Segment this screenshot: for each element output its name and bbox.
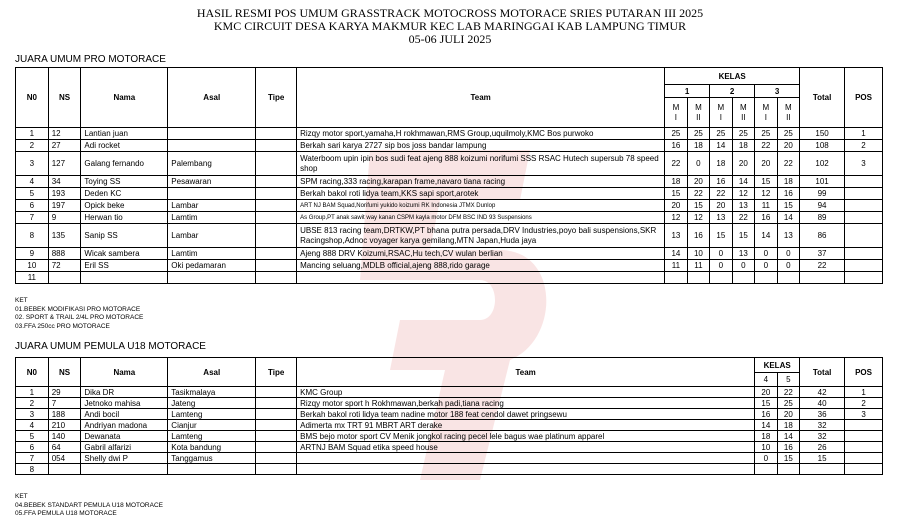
cell-total: 99 [800,188,845,200]
cell-tipe [256,387,297,398]
cell-tipe [256,464,297,475]
cell-ns: 140 [48,431,81,442]
cell-team: BMS bejo motor sport CV Menik jongkol racing pecel lele bagus wae platinum apparel [297,431,755,442]
cell-score: 16 [687,224,709,248]
cell-nama: Dewanata [81,431,168,442]
cell-nama [81,464,168,475]
cell-ns: 193 [48,188,81,200]
cell-score: 11 [755,200,777,212]
cell-pos [845,188,883,200]
cell-pos [845,212,883,224]
cell-score: 18 [777,420,799,431]
cell-total: 101 [800,176,845,188]
cell-ns: 135 [48,224,81,248]
cell-no: 1 [16,128,49,140]
kelas-sub: M II [777,98,799,128]
cell-pos [845,176,883,188]
cell-score: 25 [777,398,799,409]
cell-nama [81,272,168,284]
col-kelas: KELAS [755,358,800,373]
cell-score: 25 [755,128,777,140]
cell-score: 25 [710,128,732,140]
ket-line: 02. SPORT & TRAIL 2/4L PRO MOTORACE [15,314,144,321]
cell-asal: Tasikmalaya [168,387,256,398]
cell-no: 3 [16,409,49,420]
cell-score: 20 [777,409,799,420]
col-pos: POS [845,68,883,128]
cell-score: 16 [755,212,777,224]
cell-tipe [256,260,297,272]
cell-total: 86 [800,224,845,248]
cell-no: 5 [16,431,49,442]
cell-tipe [256,248,297,260]
cell-tipe [256,188,297,200]
cell-score [777,464,799,475]
cell-no: 3 [16,152,49,176]
cell-team: Ajeng 888 DRV Koizumi,RSAC,Hu tech,CV wulan berlian [297,248,665,260]
cell-pos [845,260,883,272]
ket-line: 04.BEBEK STANDART PEMULA U18 MOTORACE [15,501,163,509]
cell-score: 14 [777,431,799,442]
cell-team: UBSE 813 racing team,DRTKW,PT bhana putra persada,DRV Industries,poyo bali suspensions,SKR Racingshop,Adnoc voyager karya gemilang,MTN Japan,Huda jaya [297,224,665,248]
cell-no: 11 [16,272,49,284]
cell-tipe [256,128,297,140]
cell-score: 25 [777,128,799,140]
cell-asal [168,188,256,200]
table-row [16,431,883,442]
cell-score: 14 [777,212,799,224]
cell-total: 108 [800,140,845,152]
cell-score: 12 [732,188,754,200]
cell-tipe [256,453,297,464]
cell-no: 2 [16,140,49,152]
cell-asal: Lamtim [168,248,256,260]
cell-ns: 888 [48,248,81,260]
cell-score: 15 [755,176,777,188]
col-team: Team [297,358,755,387]
cell-tipe [256,140,297,152]
cell-score [710,272,732,284]
cell-ns: 9 [48,212,81,224]
cell-nama: Lantian juan [81,128,168,140]
cell-score: 18 [665,176,687,188]
cell-asal: Lamteng [168,409,256,420]
cell-team [297,272,665,284]
cell-ns: 27 [48,140,81,152]
cell-nama: Jetnoko mahisa [81,398,168,409]
cell-score: 25 [732,128,754,140]
table-row [16,140,883,152]
cell-score: 0 [777,248,799,260]
cell-team: Adimerta mx TRT 91 MBRT ART derake [297,420,755,431]
col-no: N0 [16,68,49,128]
cell-no: 10 [16,260,49,272]
kelas-sub: M II [687,98,709,128]
cell-ns: 054 [48,453,81,464]
cell-score: 15 [665,188,687,200]
cell-score: 22 [777,152,799,176]
pro-section-title: JUARA UMUM PRO MOTORACE [15,54,166,65]
cell-tipe [256,176,297,188]
cell-no: 4 [16,176,49,188]
ket-line: 01.BEBEK MODIFIKASI PRO MOTORACE [15,305,141,313]
cell-score: 14 [710,140,732,152]
cell-asal [168,140,256,152]
cell-score: 22 [777,387,799,398]
cell-total: 102 [800,152,845,176]
cell-team: Berkah bakol roti lidya team nadine motor 188 feat cendol dawet pringsewu [297,409,755,420]
cell-ns: 34 [48,176,81,188]
table-row [16,128,883,140]
col-ns: NS [48,358,81,387]
cell-score: 25 [687,128,709,140]
cell-nama: Adi rocket [81,140,168,152]
header-venue: KMC CIRCUIT DESA KARYA MAKMUR KEC LAB MARINGGAI KAB LAMPUNG TIMUR [213,19,687,33]
cell-pos [845,464,883,475]
cell-ns: 64 [48,442,81,453]
cell-score: 16 [755,409,777,420]
col-ns: NS [48,68,81,128]
cell-team: ART NJ BAM Squad,Norifumi yukido koizumi RK Indonesia JTMX Dunlop [297,200,665,212]
cell-score: 20 [732,152,754,176]
cell-pos [845,420,883,431]
table-row [16,212,883,224]
kelas-sub: M I [755,98,777,128]
cell-asal [168,464,256,475]
cell-score [687,272,709,284]
table-row [16,176,883,188]
cell-no: 8 [16,224,49,248]
cell-tipe [256,409,297,420]
cell-total [800,272,845,284]
table-row [16,248,883,260]
cell-score: 0 [710,248,732,260]
cell-pos [845,200,883,212]
cell-nama: Eril SS [81,260,168,272]
cell-ns: 188 [48,409,81,420]
cell-team: Mancing seluang,MDLB official,ajeng 888,rido garage [297,260,665,272]
table-row [16,272,883,284]
cell-score: 13 [732,200,754,212]
cell-score: 22 [710,188,732,200]
cell-team: Berkah sari karya 2727 sip bos joss bandar lampung [297,140,665,152]
cell-ns: 12 [48,128,81,140]
cell-asal: Cianjur [168,420,256,431]
cell-score: 0 [755,260,777,272]
cell-total: 32 [800,420,845,431]
cell-tipe [256,442,297,453]
cell-no: 7 [16,212,49,224]
cell-score: 15 [777,453,799,464]
cell-no: 6 [16,442,49,453]
cell-score: 20 [755,152,777,176]
cell-total: 32 [800,431,845,442]
cell-score: 10 [755,442,777,453]
cell-score: 18 [732,140,754,152]
table-row [16,464,883,475]
cell-no: 6 [16,200,49,212]
kelas-group: 3 [755,85,800,98]
table-row [16,152,883,176]
cell-score: 0 [755,453,777,464]
cell-score: 14 [755,224,777,248]
cell-ns: 197 [48,200,81,212]
table-row [16,442,883,453]
cell-total: 89 [800,212,845,224]
col-kelas: KELAS [665,68,800,85]
cell-tipe [256,398,297,409]
cell-total: 26 [800,442,845,453]
table-row [16,260,883,272]
col-tipe: Tipe [256,358,297,387]
cell-team: Rizqy motor sport h Rokhmawan,berkah padi,tiana racing [297,398,755,409]
kelas-sub: M II [732,98,754,128]
cell-tipe [256,431,297,442]
cell-score: 18 [755,431,777,442]
cell-tipe [256,272,297,284]
ket-line: 05.FFA PEMULA U18 MOTORACE [15,510,117,517]
cell-nama: Andriyan madona [81,420,168,431]
cell-total: 40 [800,398,845,409]
cell-score [755,464,777,475]
cell-asal: Jateng [168,398,256,409]
cell-team: KMC Group [297,387,755,398]
cell-pos [845,272,883,284]
cell-asal [168,128,256,140]
cell-score: 0 [732,260,754,272]
cell-asal: Lamteng [168,431,256,442]
cell-no: 2 [16,398,49,409]
cell-total: 36 [800,409,845,420]
cell-pos [845,224,883,248]
cell-tipe [256,200,297,212]
cell-score: 13 [732,248,754,260]
cell-no: 9 [16,248,49,260]
cell-score: 20 [755,387,777,398]
cell-pos: 1 [845,387,883,398]
col-no: N0 [16,358,49,387]
cell-nama: Toying SS [81,176,168,188]
table-row [16,200,883,212]
cell-no: 7 [16,453,49,464]
cell-score [755,272,777,284]
cell-pos [845,442,883,453]
kelas-sub: M I [665,98,687,128]
cell-total [800,464,845,475]
cell-no: 5 [16,188,49,200]
cell-score: 12 [687,212,709,224]
cell-tipe [256,224,297,248]
cell-score: 16 [710,176,732,188]
cell-asal: Lambar [168,224,256,248]
cell-score: 14 [665,248,687,260]
cell-score: 25 [665,128,687,140]
col-nama: Nama [81,68,168,128]
pro-results-table [15,67,883,284]
cell-score: 13 [777,224,799,248]
cell-asal: Oki pedamaran [168,260,256,272]
cell-pos: 3 [845,409,883,420]
cell-ns: 7 [48,398,81,409]
kelas-group: 2 [710,85,755,98]
cell-ns [48,464,81,475]
cell-score: 14 [732,176,754,188]
cell-nama: Deden KC [81,188,168,200]
table-row [16,398,883,409]
cell-score: 11 [687,260,709,272]
cell-ns: 29 [48,387,81,398]
cell-score: 15 [777,200,799,212]
header-date: 05-06 JULI 2025 [408,32,492,46]
cell-score: 11 [665,260,687,272]
cell-nama: Opick beke [81,200,168,212]
cell-asal: Kota bandung [168,442,256,453]
cell-asal: Pesawaran [168,176,256,188]
cell-score: 16 [665,140,687,152]
cell-nama: Herwan tio [81,212,168,224]
pro-ket [15,297,143,331]
col-tipe: Tipe [256,68,297,128]
col-nama: Nama [81,358,168,387]
cell-asal: Lambar [168,200,256,212]
cell-no: 1 [16,387,49,398]
cell-team: As Group,PT anak sawit way kanan CSPM kayla motor DFM BSC IND 93 Suspensions [297,212,665,224]
cell-score: 0 [710,260,732,272]
cell-score: 20 [687,176,709,188]
col-pos: POS [845,358,883,387]
cell-score: 15 [732,224,754,248]
table-row [16,224,883,248]
cell-score: 16 [777,442,799,453]
cell-score: 13 [710,212,732,224]
cell-asal: Lamtim [168,212,256,224]
cell-team: ARTNJ BAM Squad etika speed house [297,442,755,453]
cell-score [665,272,687,284]
cell-pos: 2 [845,140,883,152]
cell-score: 0 [687,152,709,176]
cell-pos: 2 [845,398,883,409]
cell-total: 150 [800,128,845,140]
cell-score: 20 [665,200,687,212]
cell-nama: Andi bocil [81,409,168,420]
cell-ns [48,272,81,284]
cell-score: 18 [777,176,799,188]
cell-score: 12 [665,212,687,224]
cell-pos: 3 [845,152,883,176]
cell-nama: Wicak sambera [81,248,168,260]
cell-no: 8 [16,464,49,475]
col-asal: Asal [168,358,256,387]
col-team: Team [297,68,665,128]
cell-score: 0 [777,260,799,272]
cell-score: 22 [755,140,777,152]
cell-total: 42 [800,387,845,398]
cell-pos: 1 [845,128,883,140]
cell-nama: Dika DR [81,387,168,398]
pemula-section-title: JUARA UMUM PEMULA U18 MOTORACE [15,341,206,352]
cell-total: 15 [800,453,845,464]
cell-score: 16 [777,188,799,200]
kelas-group: 1 [665,85,710,98]
table-row [16,453,883,464]
cell-score: 0 [755,248,777,260]
table-row [16,420,883,431]
cell-asal [168,272,256,284]
kelas-sub: 5 [777,373,799,387]
kelas-sub: M I [710,98,732,128]
table-row [16,409,883,420]
cell-score: 20 [777,140,799,152]
cell-score: 12 [755,188,777,200]
kelas-sub: 4 [755,373,777,387]
cell-pos [845,248,883,260]
col-total: Total [800,358,845,387]
cell-score: 15 [710,224,732,248]
cell-total: 94 [800,200,845,212]
cell-ns: 72 [48,260,81,272]
cell-ns: 127 [48,152,81,176]
col-total: Total [800,68,845,128]
cell-team: SPM racing,333 racing,karapan frame,navaro tiana racing [297,176,665,188]
cell-tipe [256,212,297,224]
col-asal: Asal [168,68,256,128]
cell-score: 13 [665,224,687,248]
cell-pos [845,453,883,464]
cell-score: 18 [710,152,732,176]
cell-tipe [256,152,297,176]
header-title: HASIL RESMI POS UMUM GRASSTRACK MOTOCROSS MOTORACE SRIES PUTARAN III 2025 [196,6,704,20]
cell-score [777,272,799,284]
cell-score: 20 [710,200,732,212]
cell-team [297,464,755,475]
cell-score [732,272,754,284]
cell-score: 14 [755,420,777,431]
pemula-ket [15,493,163,519]
cell-nama: Sanip SS [81,224,168,248]
cell-score: 18 [687,140,709,152]
cell-score: 22 [687,188,709,200]
cell-team: Rizqy motor sport,yamaha,H rokhmawan,RMS Group,uquilmoly,KMC Bos purwoko [297,128,665,140]
pemula-results-table [15,357,883,475]
cell-team [297,453,755,464]
cell-team: Berkah bakol roti lidya team,KKS sapi sport,arotek [297,188,665,200]
ket-line: KET [15,297,28,304]
cell-score: 15 [755,398,777,409]
cell-score: 15 [687,200,709,212]
cell-nama: Galang fernando [81,152,168,176]
cell-nama: Gabril alfarizi [81,442,168,453]
cell-score: 10 [687,248,709,260]
cell-nama: Shelly dwi P [81,453,168,464]
cell-tipe [256,420,297,431]
table-row [16,188,883,200]
table-row [16,387,883,398]
cell-pos [845,431,883,442]
cell-total: 37 [800,248,845,260]
cell-asal: Palembang [168,152,256,176]
cell-score: 22 [732,212,754,224]
cell-asal: Tanggamus [168,453,256,464]
cell-no: 4 [16,420,49,431]
ket-line: 03.FFA 250cc PRO MOTORACE [15,322,110,330]
cell-ns: 210 [48,420,81,431]
cell-team: Waterboom upin ipin bos sudi feat ajeng 888 koizumi norifumi SSS RSAC Hutech supersub 78 speed shop [297,152,665,176]
cell-score: 22 [665,152,687,176]
ket-line: KET [15,493,28,500]
cell-total: 22 [800,260,845,272]
